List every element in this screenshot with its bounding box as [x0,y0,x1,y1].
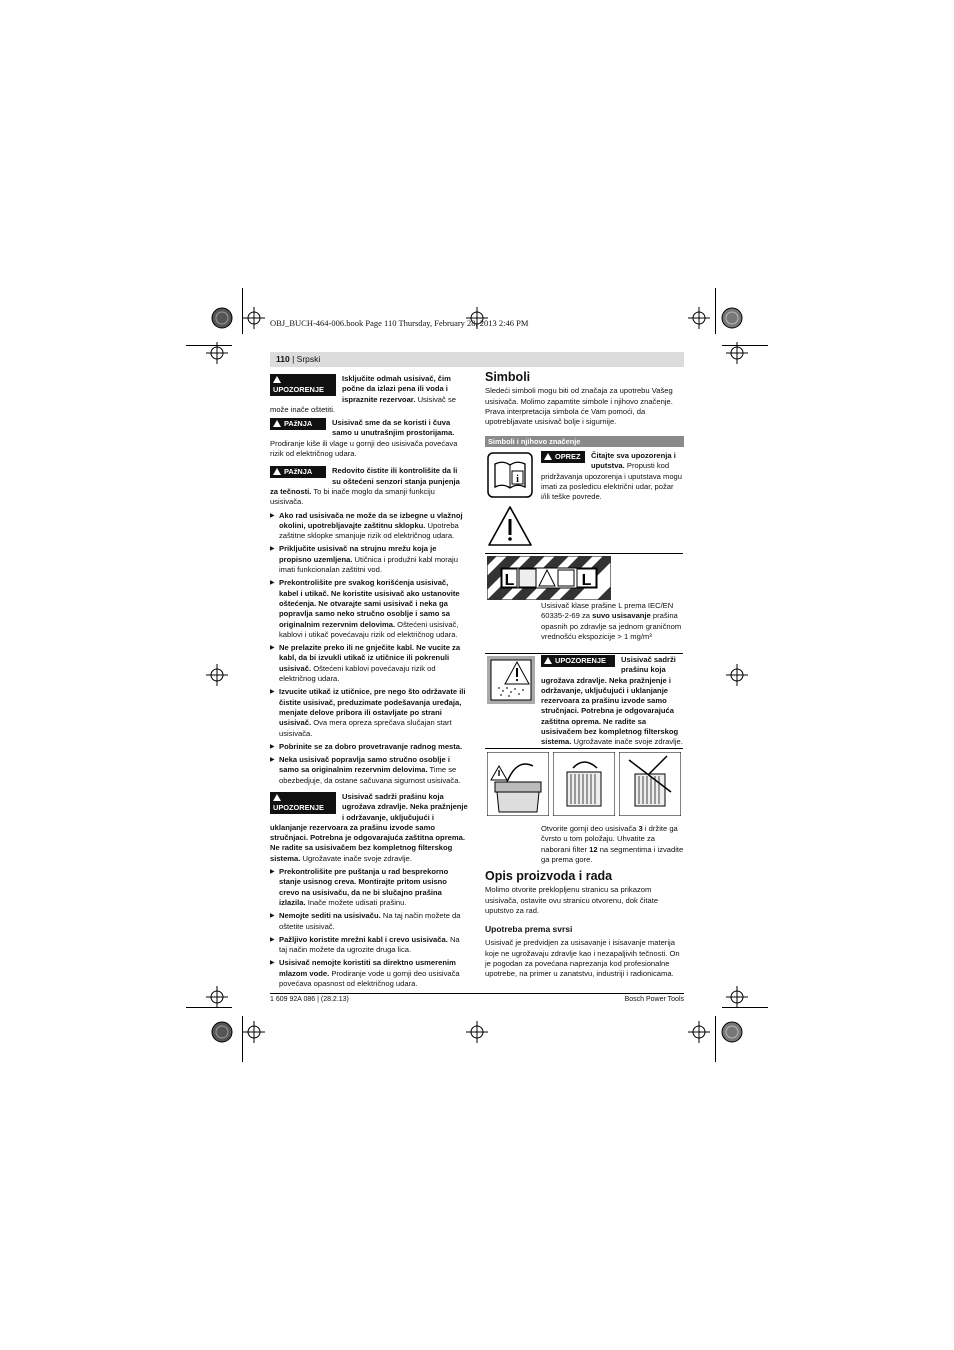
open-lid-illustration [487,752,549,821]
crosshair-mark-10 [466,1021,488,1043]
section-title-description: Opis proizvoda i rada [485,869,613,883]
trim-line [242,1016,243,1062]
trim-line [715,288,716,334]
safety-bullet-list-2 [270,867,468,989]
page-number: 110 [276,354,290,364]
filter-lift-illustration [619,752,681,821]
trim-line [715,1016,716,1062]
safety-bullet-item: ▶ Ne prelazite preko ili ne gnječite kabl. Ne vucite za kabl, da bi izvukli utikač iz utičnice ili pokrenuli usisivač. Oštećeni kablovi povećavaju rizik od električnog udara. [270,643,468,684]
symbols-table-header: Simboli i njihovo značenje [485,436,684,447]
warning-label: UPOZORENJE [270,374,336,396]
read-manual-icon [487,452,533,503]
dust-class-l-label-icon [487,556,611,605]
crosshair-mark-7 [206,986,228,1008]
left-column [270,374,468,992]
warning-triangle-icon [487,504,533,553]
crosshair-mark-6 [726,664,748,686]
registration-mark-bottom-left [211,1021,233,1043]
crosshair-mark-5 [206,664,228,686]
safety-bullet-item: ▶ Prekontrolišite pre svakog korišćenja usisivač, kabel i utikač. Ne koristite usisivač ako ustanovite oštećenja. Ne otvarajte sami usisivač i neka ga popravlja samo neko stručno osoblje i samo sa originalnim rezervnim delovima. Oštećeni usisivač, kablovi i utikač povećavaju rizik od električnog udara. [270,578,468,640]
crosshair-mark-11 [688,1021,710,1043]
right-column [485,372,684,430]
print-file-header: OBJ_BUCH-464-006.book Page 110 Thursday, February 28, 2013 2:46 PM [270,318,529,328]
symbol-dust-class-text: Usisivač klase prašine L prema IEC/EN 60335-2-69 za suvo usisavanje prašina opasnih po zdravlje sa jednom graničnom vrednošću ekspozicije > 1 mg/m³ [541,601,682,641]
crosshair-mark-9 [243,1021,265,1043]
trim-line [186,1007,232,1008]
caution-label: OPREZ [541,451,585,463]
caution-sensors: PAžNJA Redovito čistite ili kontrolišite da li su oštećeni senzori stanja punjenja za tečnosti. To bi inače moglo da smanji funkciju usisivača. [270,466,460,507]
symbols-intro: Sledeći simboli mogu biti od značaja za upotrebu Vašeg usisivača. Molimo zapamtite simbole i njihovo značenje. Prava interpretacija simbola će Vam pomoći, da upotrebljavate usisivač bolje i sigurnije. [485,386,673,427]
safety-bullet-item: ▶ Ako rad usisivača ne može da se izbegne u vlažnoj okolini, upotrebljavajte zaštitnu sklopku. Upotreba zaštitne sklopke smanjuje rizik od električnog udara. [270,511,468,542]
trim-line [242,288,243,334]
section-title-symbols: Simboli [485,370,531,384]
page-footer [270,993,684,1003]
warning-foam: UPOZORENJE Isključite odmah usisivač, čim počne da izlazi pena ili voda i ispraznite rezervoar. Usisivač se može inače oštetiti. [270,374,456,414]
caution-indoor: PAžNJA Usisivač sme da se koristi i čuva samo u unutrašnjim prostorijama. Prodiranje kiše ili vlage u gornji deo usisivača povećava rizik od električnog udara. [270,418,458,459]
caution-label: PAžNJA [270,418,326,430]
crosshair-mark-1 [243,307,265,329]
trim-line [722,345,768,346]
symbols-table [485,436,684,864]
safety-bullet-item: ▶ Neka usisivač popravlja samo stručno osoblje i samo sa originalnim rezervnim delovima. Time se obezbedjuje, da ostane sačuvana sigurnost usisivača. [270,755,468,786]
safety-bullet-item: ▶ Izvucite utikač iz utičnice, pre nego što održavate ili čistite usisivač, preduzimate podešavanja uređaja, menjate delove pribora ili ostavljate po strani usisivač. Ova mera opreza sprečava slučajan start usisivača. [270,687,468,738]
filter-removal-illustration [553,752,615,821]
warning-label: UPOZORENJE [270,792,336,814]
symbol-read-instructions-text: OPREZ Čitajte sva upozorenja i uputstva. Propusti kod pridržavanja upozorenja i uputstava mogu imati za posledicu električni udar, požar i/ili teške povrede. [541,451,682,502]
page-header-bar: 110 | Srpski [270,352,684,367]
dust-class-letter-left: L [504,572,515,589]
safety-bullet-item: ▶ Nemojte sediti na usisivaču. Na taj način možete da oštetite usisivač. [270,911,468,932]
symbol-hazardous-dust-text: UPOZORENJE Usisivač sadrži prašinu koja ugrožava zdravlje. Neka pražnjenje i održavanje, uključujući i uklanjanje rezervoara za prašinu izvode samo stručnjaci. Potrebna je odgovarajuća zaštitna oprema. Ne radite sa usisivačem bez kompletnog filterskog sistema. Ugrožavate inače svoje zdravlje. [541,655,683,747]
warning-dust: UPOZORENJE Usisivač sadrži prašinu koja ugrožava zdravlje. Neka pražnjenje i održavanje, uključujući i uklanjanje rezervoara za prašinu izvode samo stručnjaci. Potrebna je odgovarajuća zaštitna oprema. Ne radite sa usisivačem bez kompletnog filterskog sistema. Ugrožavate inače svoje zdravlje. [270,791,468,863]
intended-use-text: Usisivač je predvidjen za usisavanje i isisavanje materija koje ne ugrožavaju zdravlje kao i nezapaljivih tečnosti. On je pogodan za povećana naprezanja kod profesionalne upotrebe, na primer u zanatstvu, industriji i radionicama. [485,938,680,979]
subsection-title-intended-use: Upotreba prema svrsi [485,924,573,935]
description-intro: Molimo otvorite preklopljenu stranicu sa prikazom usisivača, ostavite ovu stranicu otvorenu, dok čitate uputstvo za rad. [485,885,659,915]
trim-line [186,345,232,346]
safety-bullet-item: ▶ Prekontrolišite pre puštanja u rad besprekorno stanje usisnog creva. Montirajte pritom usisno crevo na usisivaču, da ne bi slučajno prašina izlazila. Inače možete udisati prašinu. [270,867,468,908]
crosshair-mark-2 [688,307,710,329]
symbol-filter-text: Otvorite gornji deo usisivača 3 i držite ga čvrsto u tom položaju. Uhvatite za naborani filter 12 na segmentima i izvadite ga prema gore. [541,824,684,864]
svg-text:i: i [516,474,519,485]
caution-label: PAžNJA [270,466,326,478]
trim-line [722,1007,768,1008]
crosshair-mark-8 [726,986,748,1008]
language-label: Srpski [296,354,321,364]
safety-bullet-item: ▶ Pažljivo koristite mrežni kabl i crevo usisivača. Na taj način možete da ugrozite druga lica. [270,935,468,956]
hazardous-dust-icon [487,656,535,709]
registration-mark-top-right [721,307,743,329]
registration-mark-bottom-right [721,1021,743,1043]
safety-bullet-list [270,511,468,786]
footer-brand: Bosch Power Tools [624,996,684,1003]
product-description-section [485,871,684,983]
warning-label: UPOZORENJE [541,655,615,667]
safety-bullet-item: ▶ Pobrinite se za dobro provetravanje radnog mesta. [270,742,468,752]
safety-bullet-item: ▶ Usisivač nemojte koristiti sa direktno usmerenim mlazom vode. Prodiranje vode u gornji deo usisivača povećava opasnost od električnog udara. [270,958,468,989]
safety-bullet-item: ▶ Priključite usisivač na strujnu mrežu koja je propisno uzemljena. Utičnica i produžni kabl moraju imati funkcionalan zaštitni vod. [270,544,468,575]
registration-mark-top-left [211,307,233,329]
footer-doc-number: 1 609 92A 086 | (28.2.13) [270,996,349,1003]
dust-class-letter-right: L [581,572,592,589]
